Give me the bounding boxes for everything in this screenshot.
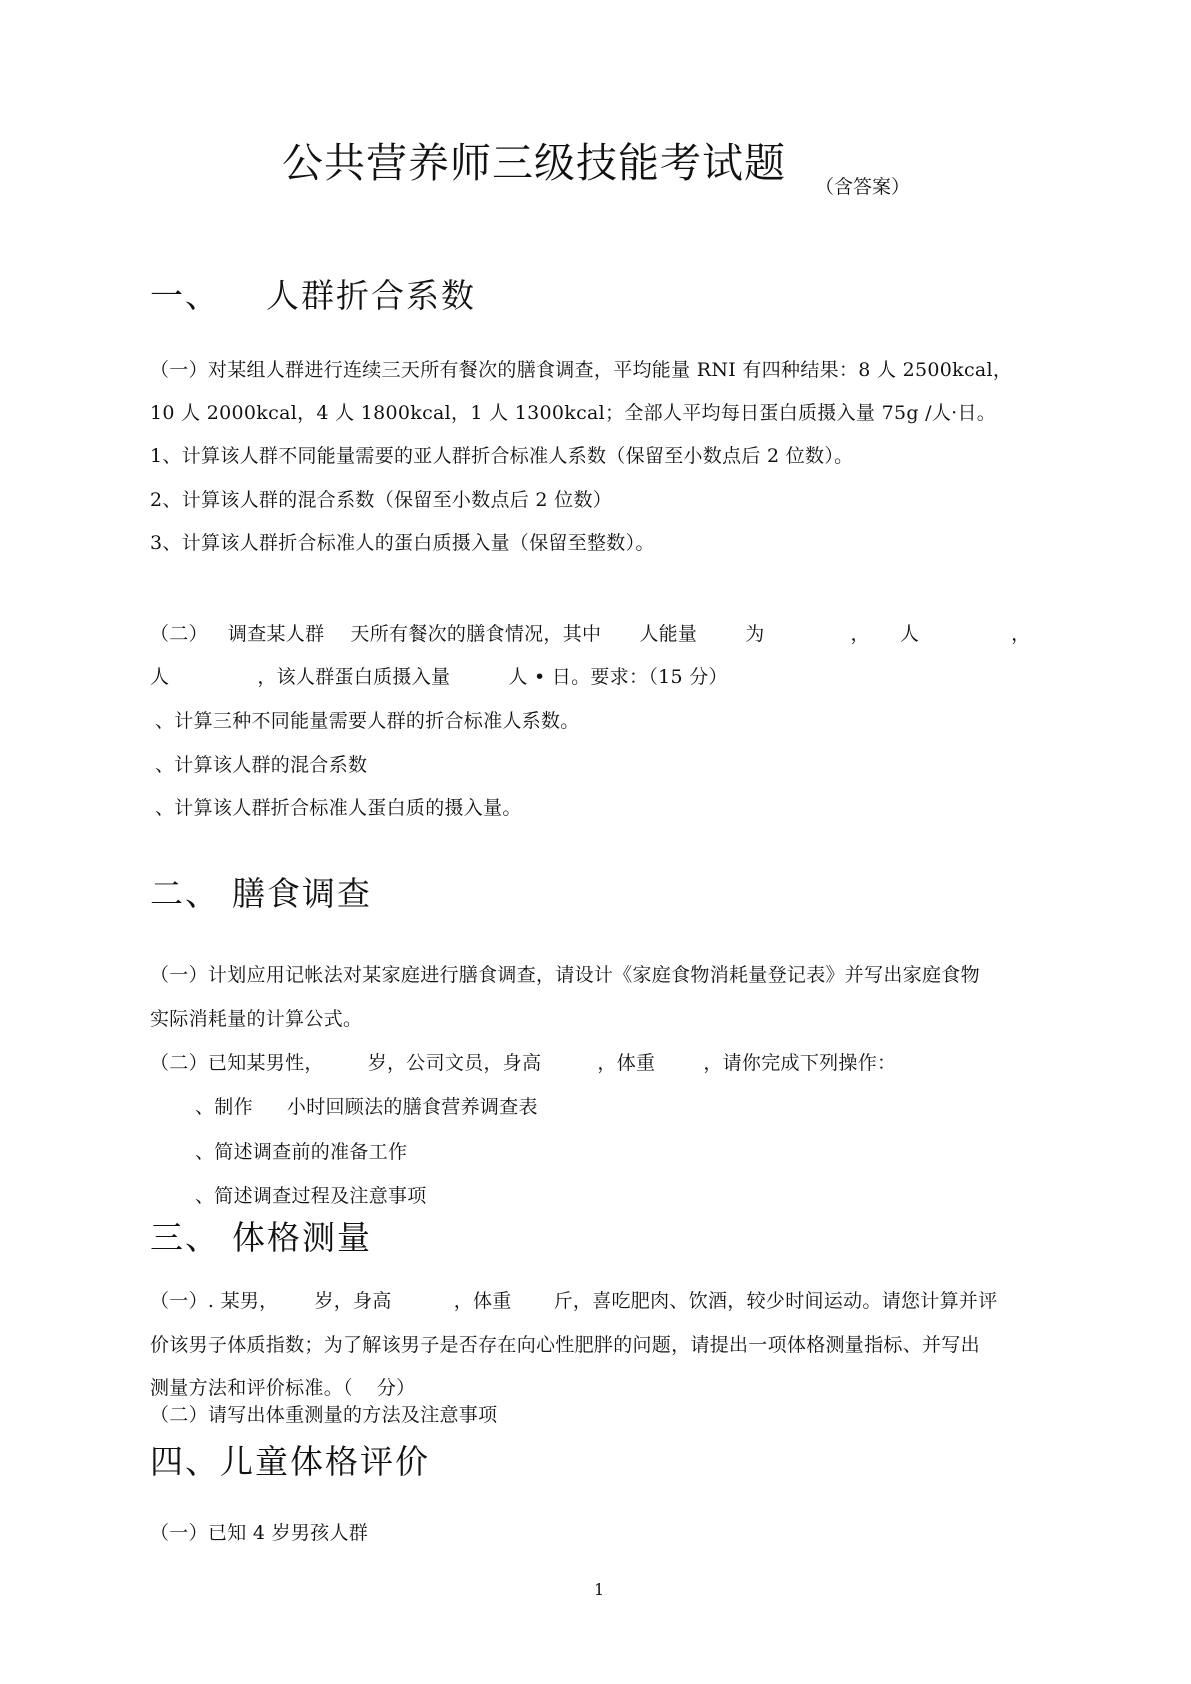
s1-q2-l2-c: 人 • 日。要求：（15 分） bbox=[508, 666, 728, 688]
s2-q2-item1 bbox=[195, 1092, 538, 1119]
s1-q2-item3: 、计算该人群折合标准人蛋白质的摄入量。 bbox=[155, 797, 522, 819]
s1-q2-l1-g: 人 bbox=[899, 623, 920, 645]
s3-q1-line3 bbox=[150, 1373, 415, 1400]
s2-q2-c: ，体重 bbox=[597, 1052, 656, 1074]
s3-q1-line1 bbox=[150, 1286, 998, 1313]
s2-q2-item2: 、简述调查前的准备工作 bbox=[195, 1141, 408, 1163]
s1-q2-item2: 、计算该人群的混合系数 bbox=[155, 754, 368, 776]
s3-q1-d: 斤，喜吃肥肉、饮酒，较少时间运动。请您计算并评 bbox=[553, 1290, 998, 1312]
s1-q2-l1-c: 天所有餐次的膳食情况，其中 bbox=[350, 623, 602, 645]
s3-q1-b: 岁，身高 bbox=[314, 1290, 392, 1312]
s2-q2-line bbox=[150, 1048, 896, 1075]
s3-q2: （二）请写出体重测量的方法及注意事项 bbox=[150, 1404, 498, 1426]
section3-heading bbox=[150, 1212, 372, 1259]
s2-q2-item1-b: 小时回顾法的膳食营养调查表 bbox=[286, 1096, 538, 1118]
s1-q2-line1 bbox=[150, 619, 1030, 646]
s2-q1-line2: 实际消耗量的计算公式。 bbox=[150, 1008, 363, 1030]
s1-q2-l1-a: （二） bbox=[150, 623, 208, 645]
s3-q1-c: ，体重 bbox=[453, 1290, 512, 1312]
s1-q2-item1: 、计算三种不同能量需要人群的折合标准人系数。 bbox=[155, 710, 580, 732]
section3-heading-text: 体格测量 bbox=[232, 1218, 372, 1257]
s1-q1-line2: 10 人 2000kcal，4 人 1800kcal，1 人 1300kcal；全部人平均每日蛋白质摄入量 75g /人·日。 bbox=[150, 402, 997, 424]
s1-q1-item1: 1、计算该人群不同能量需要的亚人群折合标准人系数（保留至小数点后 2 位数）。 bbox=[150, 445, 854, 467]
s1-q2-l1-b: 调查某人群 bbox=[227, 623, 325, 645]
section2-heading bbox=[150, 868, 372, 915]
s3-q1-a: （一）. 某男， bbox=[150, 1290, 279, 1312]
s4-q1: （一）已知 4 岁男孩人群 bbox=[150, 1522, 369, 1544]
section1-heading-number: 一、 bbox=[150, 276, 220, 315]
s3-q1-line3-b: 分） bbox=[376, 1377, 416, 1399]
document-title: 公共营养师三级技能考试题 bbox=[282, 139, 786, 187]
s1-q1-item2: 2、计算该人群的混合系数（保留至小数点后 2 位数） bbox=[150, 489, 613, 511]
section1-heading bbox=[150, 270, 476, 317]
s1-q2-l1-e: 为 bbox=[745, 623, 765, 645]
s1-q2-l1-f: ， bbox=[850, 623, 870, 645]
s1-q2-l2-b: ，该人群蛋白质摄入量 bbox=[257, 666, 451, 688]
s1-q2-l2-a: 人 bbox=[150, 666, 170, 688]
s1-q2-l1-h: ， bbox=[1011, 623, 1031, 645]
section2-heading-number: 二、 bbox=[150, 874, 220, 913]
section1-heading-text: 人群折合系数 bbox=[266, 276, 476, 315]
s3-q1-line2: 价该男子体质指数；为了解该男子是否存在向心性肥胖的问题，请提出一项体格测量指标、并写出 bbox=[150, 1334, 980, 1356]
s2-q2-d: ，请你完成下列操作： bbox=[703, 1052, 897, 1074]
s2-q1-line1: （一）计划应用记帐法对某家庭进行膳食调查，请设计《家庭食物消耗量登记表》并写出家庭食物 bbox=[150, 964, 980, 986]
s1-q1-item3: 3、计算该人群折合标准人的蛋白质摄入量（保留至整数）。 bbox=[150, 532, 655, 554]
s1-q2-line2 bbox=[150, 662, 728, 689]
document-subtitle: （含答案） bbox=[815, 176, 911, 198]
section3-heading-number: 三、 bbox=[150, 1218, 220, 1257]
s2-q2-a: （二）已知某男性， bbox=[150, 1052, 324, 1074]
s1-q1-line1: （一）对某组人群进行连续三天所有餐次的膳食调查，平均能量 RNI 有四种结果：8 人 2500kcal， bbox=[150, 359, 1013, 381]
s2-q2-item3: 、简述调查过程及注意事项 bbox=[195, 1185, 427, 1207]
s3-q1-line3-a: 测量方法和评价标准。（ bbox=[150, 1377, 353, 1399]
section2-heading-text: 膳食调查 bbox=[232, 874, 372, 913]
s1-q2-l1-d: 人能量 bbox=[639, 623, 698, 645]
section4-heading: 四、儿童体格评价 bbox=[150, 1442, 430, 1481]
s2-q2-item1-a: 、制作 bbox=[195, 1096, 253, 1118]
s2-q2-b: 岁，公司文员，身高 bbox=[367, 1052, 542, 1074]
page-number: 1 bbox=[594, 1580, 605, 1599]
